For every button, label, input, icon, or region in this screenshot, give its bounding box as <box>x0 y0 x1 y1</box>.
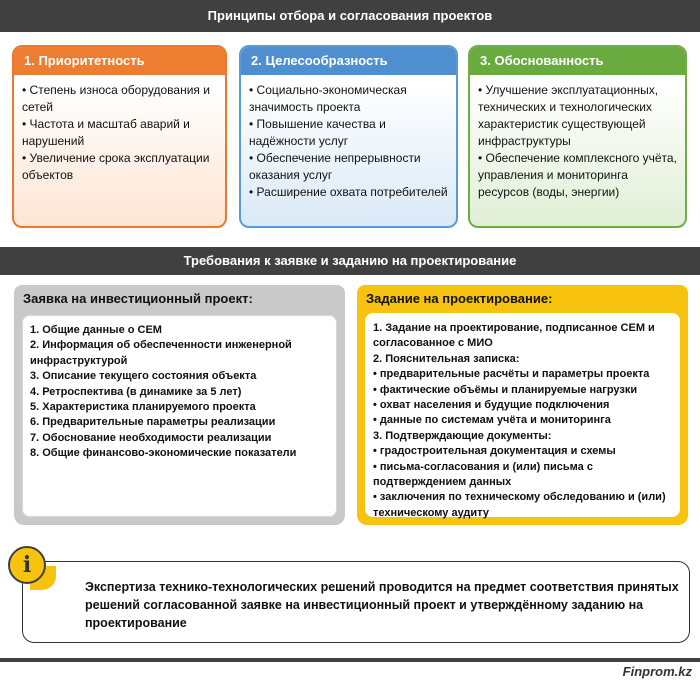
list-item: • Повышение качества и надёжности услуг <box>249 117 386 148</box>
list-item: 4. Ретроспектива (в динамике за 5 лет) <box>30 385 242 398</box>
section-title-requirements: Требования к заявке и заданию на проектирование <box>0 247 700 275</box>
list-item: • Улучшение эксплуатационных, технических и технологических характеристик существующей инфраструктуры <box>478 83 659 148</box>
card-priority-body <box>14 75 225 184</box>
list-item: • заключения по техническому обследованию и (или) техническому аудиту <box>373 491 666 519</box>
list-item: 8. Общие финансово-экономические показатели <box>30 447 297 460</box>
list-item: • предварительные расчёты и параметры проекта <box>373 368 650 381</box>
application-title: Заявка на инвестиционный проект: <box>14 285 345 315</box>
list-item: 3. Описание текущего состояния объекта <box>30 370 257 383</box>
footer-divider <box>0 658 700 662</box>
card-validity-title: 3. Обоснованность <box>470 47 685 75</box>
card-expediency-title: 2. Целесообразность <box>241 47 456 75</box>
list-item: • Расширение охвата потребителей <box>249 185 448 199</box>
list-item: • фактические объёмы и планируемые нагрузки <box>373 383 638 396</box>
card-expediency-body <box>241 75 456 201</box>
list-item: 6. Предварительные параметры реализации <box>30 416 276 429</box>
design-task-title: Задание на проектирование: <box>357 285 688 315</box>
list-item: • Увеличение срока эксплуатации объектов <box>22 151 210 182</box>
application-list <box>22 315 337 517</box>
design-task-list <box>365 313 680 517</box>
application-box <box>14 285 345 525</box>
list-item: 2. Информация об обеспеченности инженерной инфраструктурой <box>30 339 292 367</box>
design-task-box <box>357 285 688 525</box>
card-expediency <box>239 45 458 228</box>
list-item: 2. Пояснительная записка: <box>373 352 520 365</box>
list-item: 1. Общие данные о СЕМ <box>30 324 162 336</box>
card-validity <box>468 45 687 228</box>
list-item: 5. Характеристика планируемого проекта <box>30 401 256 414</box>
list-item: • Степень износа оборудования и сетей <box>22 83 210 114</box>
list-item: 7. Обоснование необходимости реализации <box>30 431 272 444</box>
list-item: 3. Подтверждающие документы: <box>373 429 552 442</box>
list-item: • градостроительная документация и схемы <box>373 445 616 458</box>
card-validity-body <box>470 75 685 201</box>
list-item: • Социально-экономическая значимость проекта <box>249 83 407 114</box>
list-item: • охват населения и будущие подключения <box>373 399 610 412</box>
list-item: • Обеспечение непрерывности оказания услуг <box>249 151 421 182</box>
info-note-text: Экспертиза технико-технологических решений проводится на предмет соответствия принятых решений согласованной заявке на инвестиционный проект и утверждённому заданию на проектирование <box>85 580 679 630</box>
list-item: • Частота и масштаб аварий и нарушений <box>22 117 190 148</box>
list-item: • Обеспечение комплексного учёта, управления и мониторинга ресурсов (воды, энергии) <box>478 151 677 199</box>
card-priority <box>12 45 227 228</box>
brand-logo: Finprom.kz <box>622 664 692 679</box>
card-priority-title: 1. Приоритетность <box>14 47 225 75</box>
info-icon: i <box>8 546 46 584</box>
list-item: • письма-согласования и (или) письма с подтверждением данных <box>373 460 593 489</box>
section-title-principles: Принципы отбора и согласования проектов <box>0 0 700 32</box>
list-item: • данные по системам учёта и мониторинга <box>373 414 611 427</box>
list-item: 1. Задание на проектирование, подписанное СЕМ и согласованное с МИО <box>373 322 655 350</box>
info-note <box>22 561 690 643</box>
